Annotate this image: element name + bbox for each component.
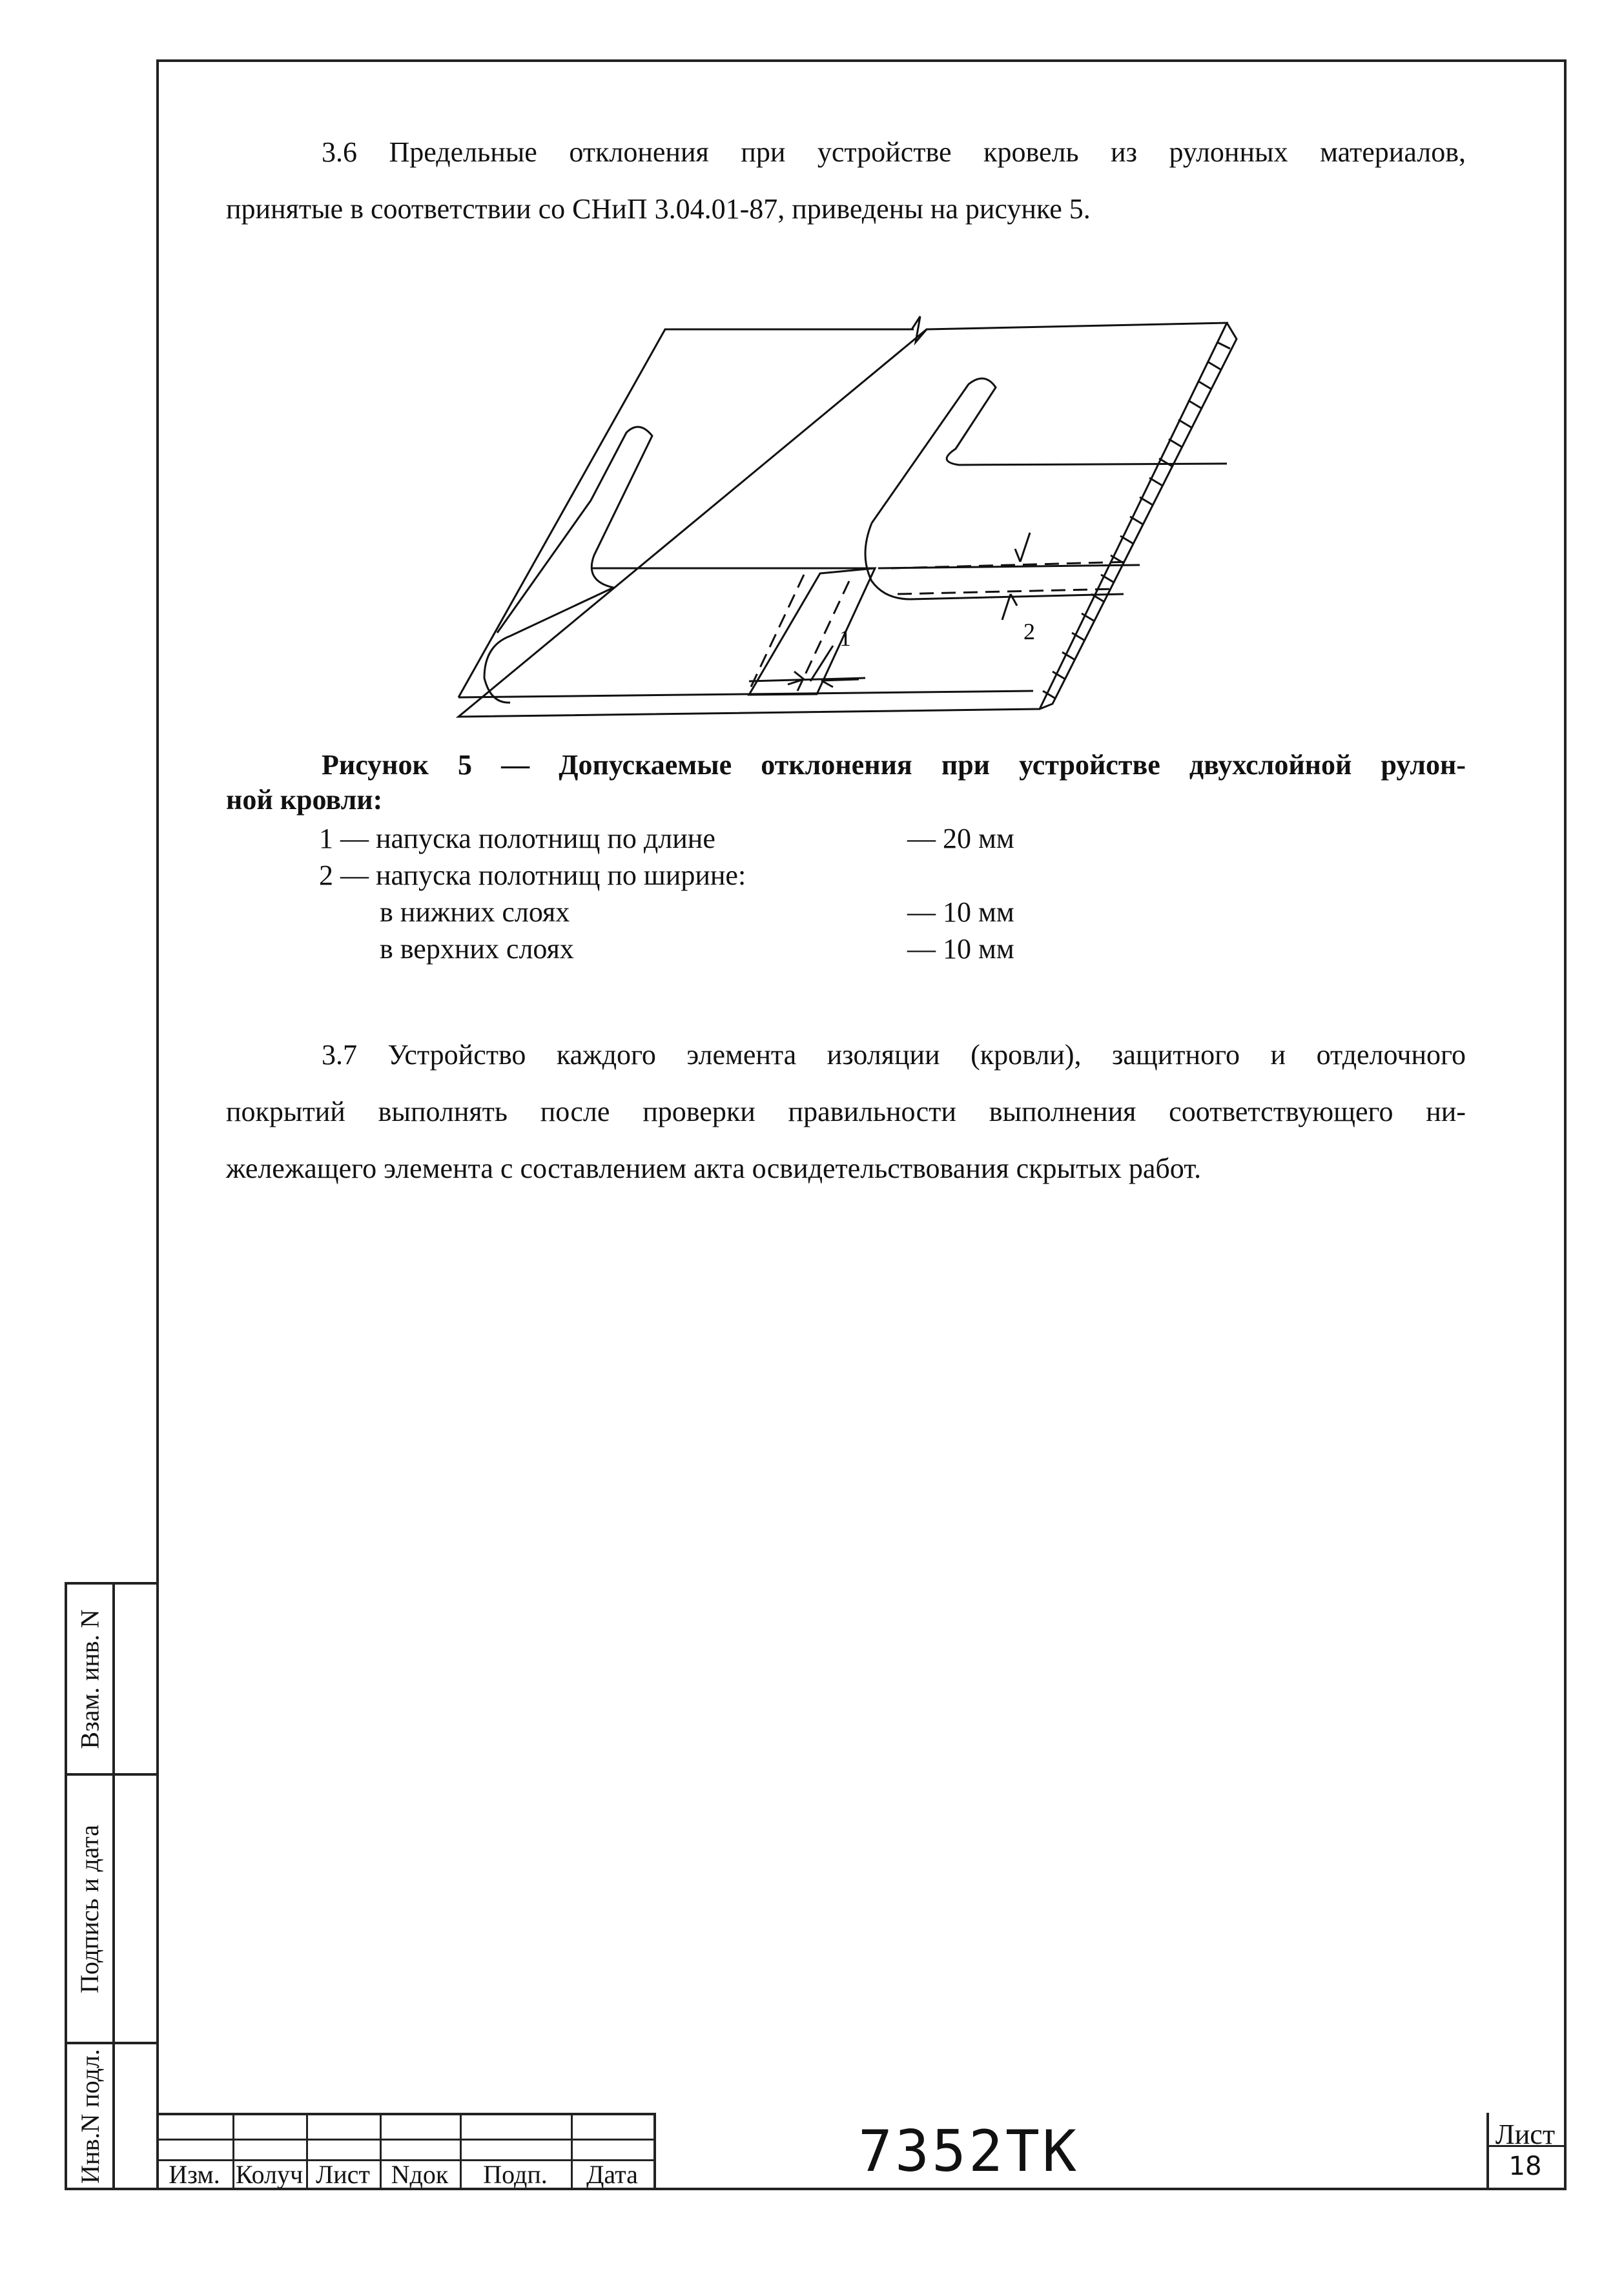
leader-1 — [810, 646, 833, 681]
caption-line: ной кровли: — [226, 784, 383, 816]
legend-text: в верхних слоях — [380, 933, 574, 965]
stamp-label: Подпись и дата — [75, 1824, 105, 1993]
side-stamp — [65, 1582, 159, 2190]
slab-outline — [458, 323, 1227, 717]
stamp-cell-inv — [65, 2042, 159, 2190]
legend-text: в нижних слоях — [380, 896, 570, 928]
left-roll-inner — [497, 500, 591, 633]
roofing-figure — [446, 310, 1253, 749]
paragraph-line: принятые в соответствии со СНиП 3.04.01-87, приведены на рисунке 5. — [226, 193, 1091, 225]
legend-value: — 20 мм — [907, 823, 1014, 854]
title-header: Лист — [316, 2160, 370, 2189]
break-mark — [912, 316, 927, 342]
lap-strip-1 — [749, 568, 875, 695]
figure-caption — [226, 748, 1466, 817]
sheet-label: Лист — [1495, 2119, 1556, 2150]
paragraph-line: жележащего элемента с составлением акта освидетельствования скрытых работ. — [226, 1153, 1202, 1184]
legend-value: — 10 мм — [907, 933, 1014, 965]
lap-strip-dashed-d — [898, 589, 1117, 594]
legend-row — [226, 894, 1130, 930]
paragraph-3-7 — [226, 1027, 1466, 1197]
roofing-diagram — [446, 310, 1253, 749]
paragraph-line: 3.7 Устройство каждого элемента изоляции (кровли), защитного и отделочного — [322, 1039, 1466, 1071]
title-header: Дата — [586, 2160, 638, 2189]
figure-legend — [226, 820, 1130, 967]
dimension-2-top — [1015, 533, 1030, 562]
middle-roll-lower — [865, 523, 1124, 599]
caption-line: Рисунок 5 — Допускаемые отклонения при устройстве двухслойной рулон- — [322, 749, 1466, 781]
figure-label-2: 2 — [1023, 619, 1035, 644]
figure-label-1: 1 — [839, 625, 851, 651]
legend-value: — 10 мм — [907, 896, 1014, 928]
slab-side — [1040, 323, 1237, 709]
title-header: Подп. — [483, 2160, 548, 2189]
arrow-1b — [821, 679, 859, 687]
stamp-label: Инв.N подл. — [75, 2048, 105, 2184]
middle-roll — [872, 378, 1227, 523]
left-roll — [484, 427, 652, 703]
legend-text: 1 — напуска полотнищ по длине — [319, 823, 715, 854]
legend-text: 2 — напуска полотнищ по ширине: — [319, 859, 746, 891]
legend-row — [226, 857, 1130, 894]
paragraph-line: 3.6 Предельные отклонения при устройстве кровель из рулонных материалов, — [322, 136, 1466, 168]
title-header: Колуч — [235, 2160, 303, 2189]
sheet-number: 18 — [1508, 2152, 1542, 2181]
stamp-cell-vzam — [65, 1582, 159, 1776]
stamp-cell-podpis — [65, 1773, 159, 2044]
legend-row — [226, 930, 1130, 967]
title-header: Изм. — [169, 2160, 220, 2189]
title-header: Nдок — [391, 2160, 449, 2189]
document-code: 7352ТК — [858, 2118, 1079, 2184]
stamp-label: Взам. инв. N — [75, 1608, 105, 1749]
legend-row — [226, 820, 1130, 857]
paragraph-3-6 — [226, 124, 1466, 238]
paragraph-line: покрытий выполнять после проверки правильности выполнения соответствующего ни- — [226, 1096, 1466, 1127]
slab-edge — [458, 691, 1033, 697]
dimension-2-bottom — [1002, 594, 1017, 620]
